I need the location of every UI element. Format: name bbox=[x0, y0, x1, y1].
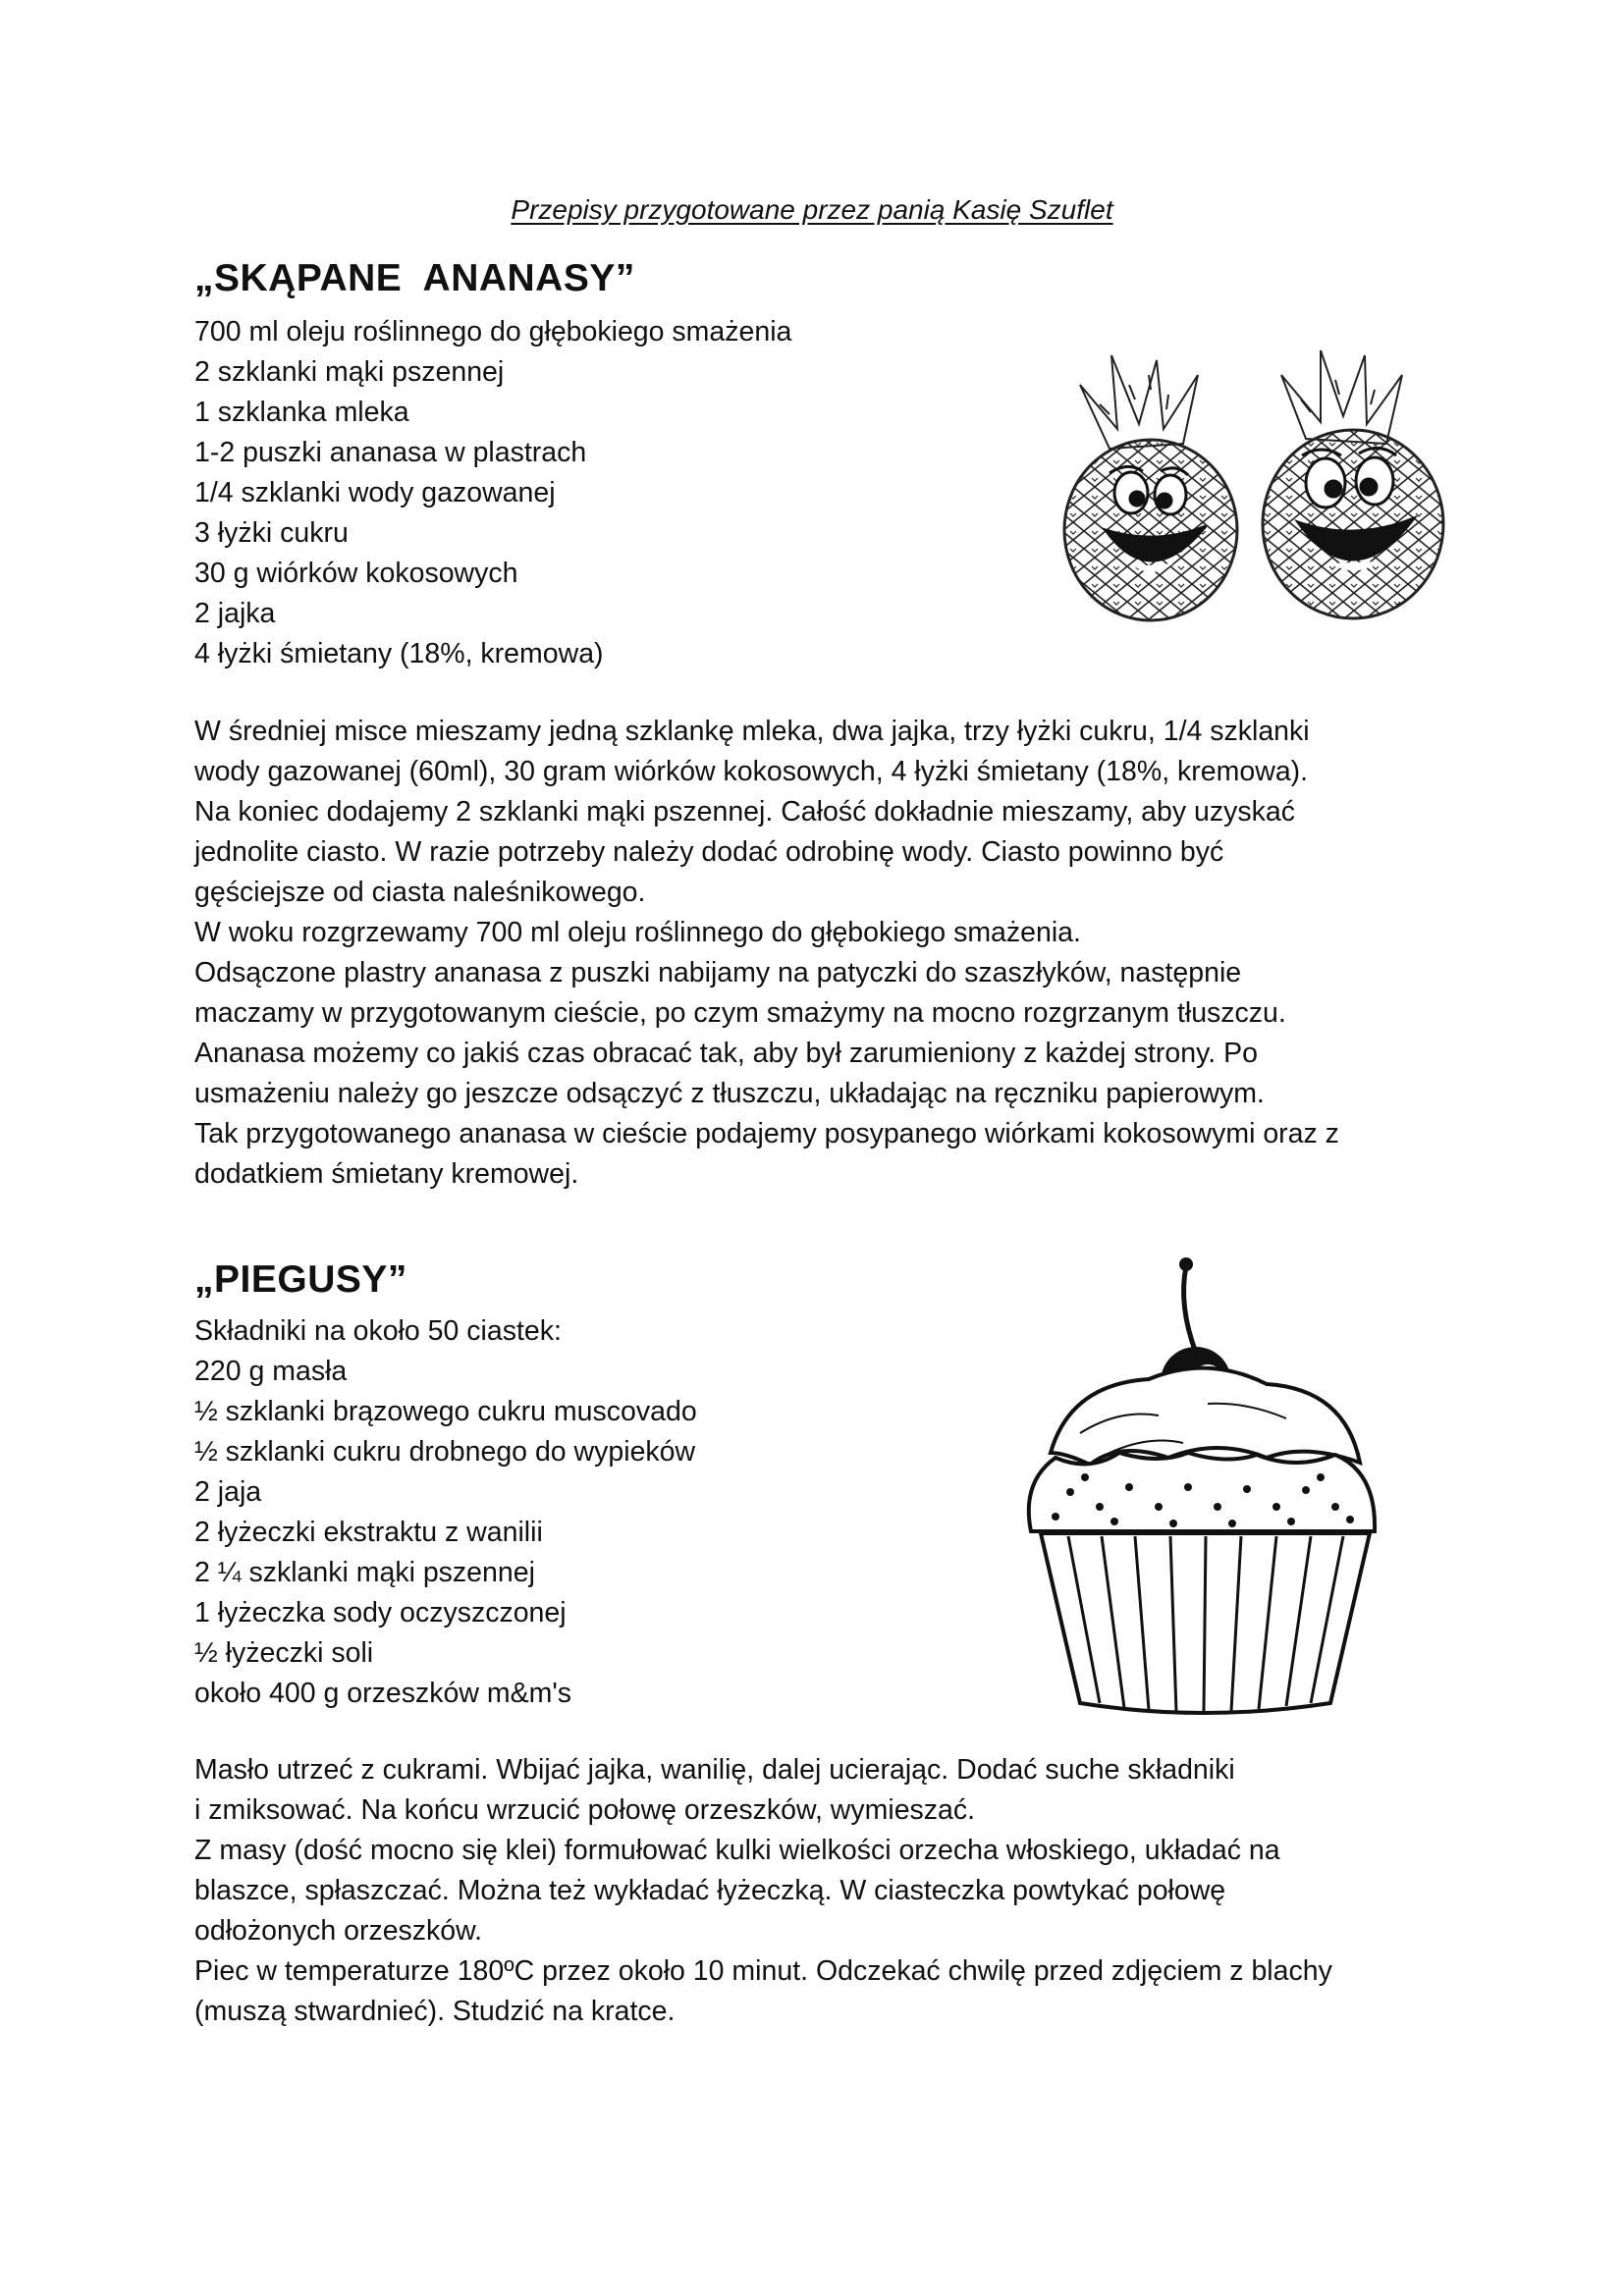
method-line: W średniej misce mieszamy jedną szklankę mleka, dwa jajka, trzy łyżki cukru, 1/4 szklanki bbox=[194, 716, 1310, 747]
ingredient-item: ½ szklanki brązowego cukru muscovado bbox=[194, 1396, 697, 1427]
method-line: Masło utrzeć z cukrami. Wbijać jajka, wanilię, dalej ucierając. Dodać suche składniki bbox=[194, 1754, 1235, 1786]
recipe-title: „SKĄPANE ANANASY” bbox=[194, 257, 635, 299]
ingredient-list bbox=[194, 312, 791, 674]
ingredient-item: 2 jaja bbox=[194, 1476, 262, 1508]
method-line: jednolite ciasto. W razie potrzeby należy dodać odrobinę wody. Ciasto powinno być bbox=[194, 836, 1224, 868]
cherry-cupcake-icon bbox=[1011, 1207, 1394, 1718]
ingredient-item: 1-2 puszki ananasa w plastrach bbox=[194, 437, 587, 468]
page-header: Przepisy przygotowane przez panią Kasię Szuflet bbox=[511, 194, 1113, 225]
ingredient-item: ½ łyżeczki soli bbox=[194, 1637, 374, 1669]
method-line: (muszą stwardnieć). Studzić na kratce. bbox=[194, 1996, 676, 2027]
ingredient-item: 30 g wiórków kokosowych bbox=[194, 558, 518, 589]
ingredient-item: Składniki na około 50 ciastek: bbox=[194, 1315, 562, 1347]
method-line: Na koniec dodajemy 2 szklanki mąki pszennej. Całość dokładnie mieszamy, aby uzyskać bbox=[194, 796, 1295, 828]
method-line: Ananasa możemy co jakiś czas obracać tak, aby był zarumieniony z każdej strony. Po bbox=[194, 1038, 1258, 1069]
ingredient-item: 1 łyżeczka sody oczyszczonej bbox=[194, 1597, 567, 1629]
ingredient-item: 2 ¼ szklanki mąki pszennej bbox=[194, 1557, 535, 1588]
method-line: dodatkiem śmietany kremowej. bbox=[194, 1158, 579, 1190]
ingredient-item: 2 jajka bbox=[194, 598, 276, 629]
method-line: blaszce, spłaszczać. Można też wykładać łyżeczką. W ciasteczka powtykać połowę bbox=[194, 1875, 1226, 1906]
ingredient-item: 3 łyżki cukru bbox=[194, 517, 349, 549]
recipe-title: „PIEGUSY” bbox=[194, 1258, 407, 1301]
method-line: i zmiksować. Na końcu wrzucić połowę orzeszków, wymieszać. bbox=[194, 1794, 976, 1826]
smiling-pineapples-icon bbox=[1041, 346, 1473, 630]
ingredient-item: 2 szklanki mąki pszennej bbox=[194, 356, 505, 388]
method-line: W woku rozgrzewamy 700 ml oleju roślinnego do głębokiego smażenia. bbox=[194, 917, 1081, 948]
ingredient-item: 4 łyżki śmietany (18%, kremowa) bbox=[194, 638, 604, 669]
ingredient-item: 1/4 szklanki wody gazowanej bbox=[194, 477, 556, 508]
method-line: Piec w temperaturze 180ºC przez około 10 minut. Odczekać chwilę przed zdjęciem z blachy bbox=[194, 1955, 1332, 1987]
method-line: odłożonych orzeszków. bbox=[194, 1915, 483, 1947]
method-line: Z masy (dość mocno się klei) formułować kulki wielkości orzecha włoskiego, układać na bbox=[194, 1835, 1280, 1866]
method-text bbox=[194, 712, 1339, 1195]
method-line: Odsączone plastry ananasa z puszki nabijamy na patyczki do szaszłyków, następnie bbox=[194, 957, 1242, 988]
method-line: gęściejsze od ciasta naleśnikowego. bbox=[194, 877, 646, 908]
ingredient-item: 1 szklanka mleka bbox=[194, 397, 409, 428]
ingredient-item: ½ szklanki cukru drobnego do wypieków bbox=[194, 1436, 696, 1468]
ingredient-item: 2 łyżeczki ekstraktu z wanilii bbox=[194, 1517, 543, 1548]
method-text bbox=[194, 1750, 1332, 2032]
method-line: maczamy w przygotowanym cieście, po czym smażymy na mocno rozgrzanym tłuszczu. bbox=[194, 997, 1286, 1029]
ingredient-item: 220 g masła bbox=[194, 1356, 348, 1387]
ingredient-item: około 400 g orzeszków m&m's bbox=[194, 1678, 572, 1709]
ingredient-list bbox=[194, 1311, 697, 1714]
method-line: wody gazowanej (60ml), 30 gram wiórków kokosowych, 4 łyżki śmietany (18%, kremowa). bbox=[194, 756, 1309, 787]
method-line: Tak przygotowanego ananasa w cieście podajemy posypanego wiórkami kokosowymi oraz z bbox=[194, 1118, 1339, 1149]
method-line: usmażeniu należy go jeszcze odsączyć z tłuszczu, układając na ręczniku papierowym. bbox=[194, 1078, 1265, 1109]
ingredient-item: 700 ml oleju roślinnego do głębokiego smażenia bbox=[194, 316, 792, 347]
